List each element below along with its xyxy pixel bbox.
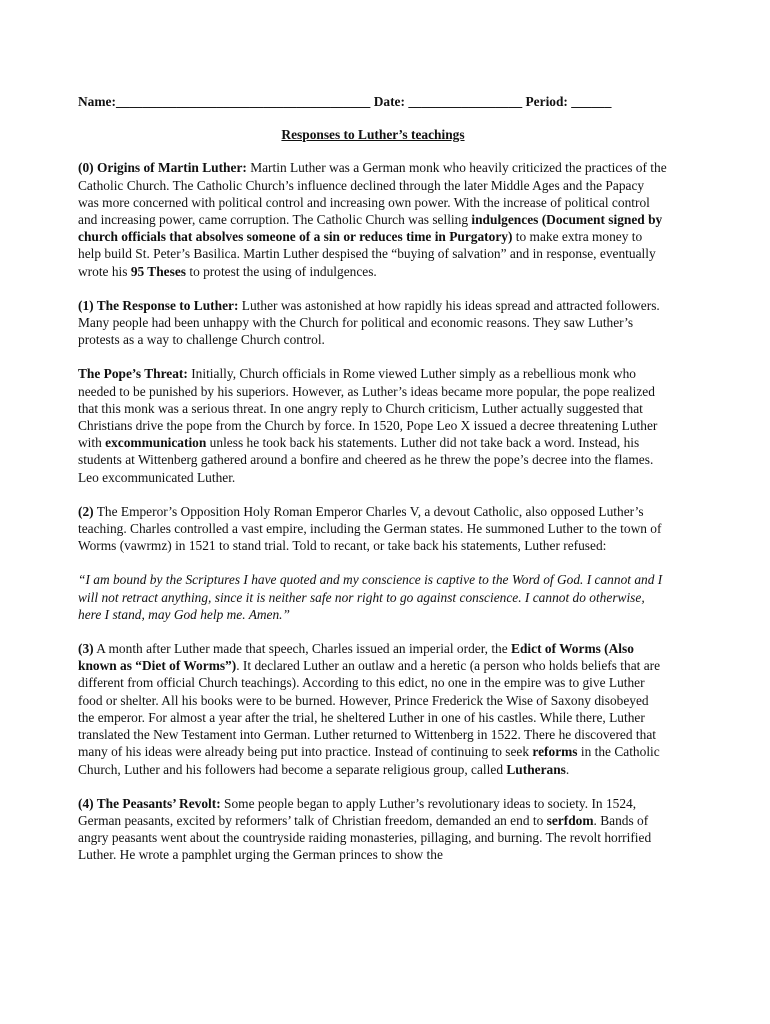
pope-paragraph bbox=[78, 365, 668, 485]
origins-text: to protest the using of indulgences. bbox=[186, 263, 377, 279]
period-blank: ______ bbox=[571, 94, 612, 109]
origins-text: Martin Luther was a German monk who heavily criticized the practices of the Catholic Church. The Catholic Church’s influence declined through the later Middle Ages and the Papacy was more concerned with political control and increasing own power. With the increase of political control and increasing power, came corruption. The Catholic Church was selling bbox=[78, 160, 667, 228]
response-paragraph bbox=[78, 297, 668, 349]
lutherans-term: Lutherans bbox=[506, 761, 566, 777]
edict-text: A month after Luther made that speech, Charles issued an imperial order, the bbox=[93, 641, 512, 657]
edict-text: in the Catholic Church, Luther and his followers had become a separate religious group, called bbox=[78, 744, 660, 777]
edict-paragraph bbox=[78, 640, 668, 778]
edict-heading: (3) bbox=[78, 641, 94, 657]
pope-text: Initially, Church officials in Rome viewed Luther simply as a rebellious monk who needed to be punished by his superiors. However, as Luther’s ideas became more popular, the pope realized that this monk was a serious threat. In one angry reply to Church criticism, Luther actually suggested that Christians drive the pope from the Church by force. In 1520, Pope Leo X issued a decree threatening Luther with bbox=[78, 366, 658, 451]
peasants-text: Some people began to apply Luther’s revolutionary ideas to society. In 1524, German peasants, excited by reformers’ talk of Christian freedom, demanded an end to bbox=[78, 795, 637, 828]
edict-of-worms-term: Edict of Worms (Also known as “Diet of Worms”) bbox=[78, 641, 634, 674]
excommunication-term: excommunication bbox=[105, 435, 207, 451]
response-text: Luther was astonished at how rapidly his ideas spread and attracted followers. Many people had been unhappy with the Church for political and economic reasons. They saw Luther’s protests as a way to challenge Church control. bbox=[78, 297, 660, 348]
serfdom-term: serfdom bbox=[546, 812, 594, 828]
peasants-text: . Bands of angry peasants went about the countryside raiding monasteries, pillaging, and burning. The revolt horrified Luther. He wrote a pamphlet urging the German princes to show the bbox=[78, 812, 652, 863]
name-label: Name: bbox=[78, 94, 116, 109]
origins-paragraph bbox=[78, 159, 668, 279]
peasants-paragraph bbox=[78, 795, 668, 864]
emperor-text: The Emperor’s Opposition Holy Roman Emperor Charles V, a devout Catholic, also opposed Luther’s teaching. Charles controlled a vast empire, including the German states. He summoned Luther to the town of Worms (vawrmz) in 1521 to stand trial. Told to recant, or take back his statements, Luther refused: bbox=[78, 503, 662, 554]
date-label: Date: bbox=[373, 94, 405, 109]
edict-text: . It declared Luther an outlaw and a heretic (a person who holds beliefs that are different from official Church teachings). According to this edict, no one in the empire was to give Luther food or shelter. All his books were to be burned. However, Prince Frederick the Wise of Saxony disobeyed the emperor. For almost a year after the trial, he sheltered Luther in one of his castles. While there, Luther translated the New Testament into German. Luther returned to Wittenberg in 1522. There he discovered that many of his ideas were already being put into practice. Instead of continuing to seek bbox=[78, 658, 661, 760]
indulgences-term: indulgences (Document signed by church officials that absolves someone of a sin or reduces time in Purgatory) bbox=[78, 212, 663, 245]
edict-text: . bbox=[565, 761, 570, 777]
emperor-heading: (2) bbox=[78, 503, 94, 519]
origins-heading: (0) Origins of Martin Luther: bbox=[78, 160, 247, 176]
name-blank: ______________________________________ bbox=[115, 94, 371, 109]
origins-text: to make extra money to help build St. Peter’s Basilica. Martin Luther despised the “buying of salvation” and in response, eventually wrote his bbox=[78, 229, 656, 279]
emperor-paragraph bbox=[78, 503, 668, 555]
page-title: Responses to Luther’s teachings bbox=[281, 127, 465, 143]
response-heading: (1) The Response to Luther: bbox=[78, 297, 239, 313]
peasants-heading: (4) The Peasants’ Revolt: bbox=[78, 795, 221, 811]
theses-term: 95 Theses bbox=[130, 263, 186, 279]
pope-heading: The Pope’s Threat: bbox=[78, 366, 188, 382]
date-blank: _________________ bbox=[408, 94, 523, 109]
luther-quote: “I am bound by the Scriptures I have quoted and my conscience is captive to the Word of God. I cannot and I will not retract anything, since it is neither safe nor right to go against conscience. I cannot do otherwise, here I stand, may God help me. Amen.” bbox=[78, 572, 663, 622]
reforms-term: reforms bbox=[532, 744, 578, 760]
document-page bbox=[78, 93, 668, 881]
pope-text: unless he took back his statements. Luther did not take back a word. Instead, his students at Wittenberg gathered around a bonfire and cheered as he threw the pope’s decree into the flames. Leo excommunicated Luther. bbox=[78, 435, 654, 485]
student-info-line bbox=[78, 93, 668, 110]
period-label: Period: bbox=[525, 94, 568, 109]
